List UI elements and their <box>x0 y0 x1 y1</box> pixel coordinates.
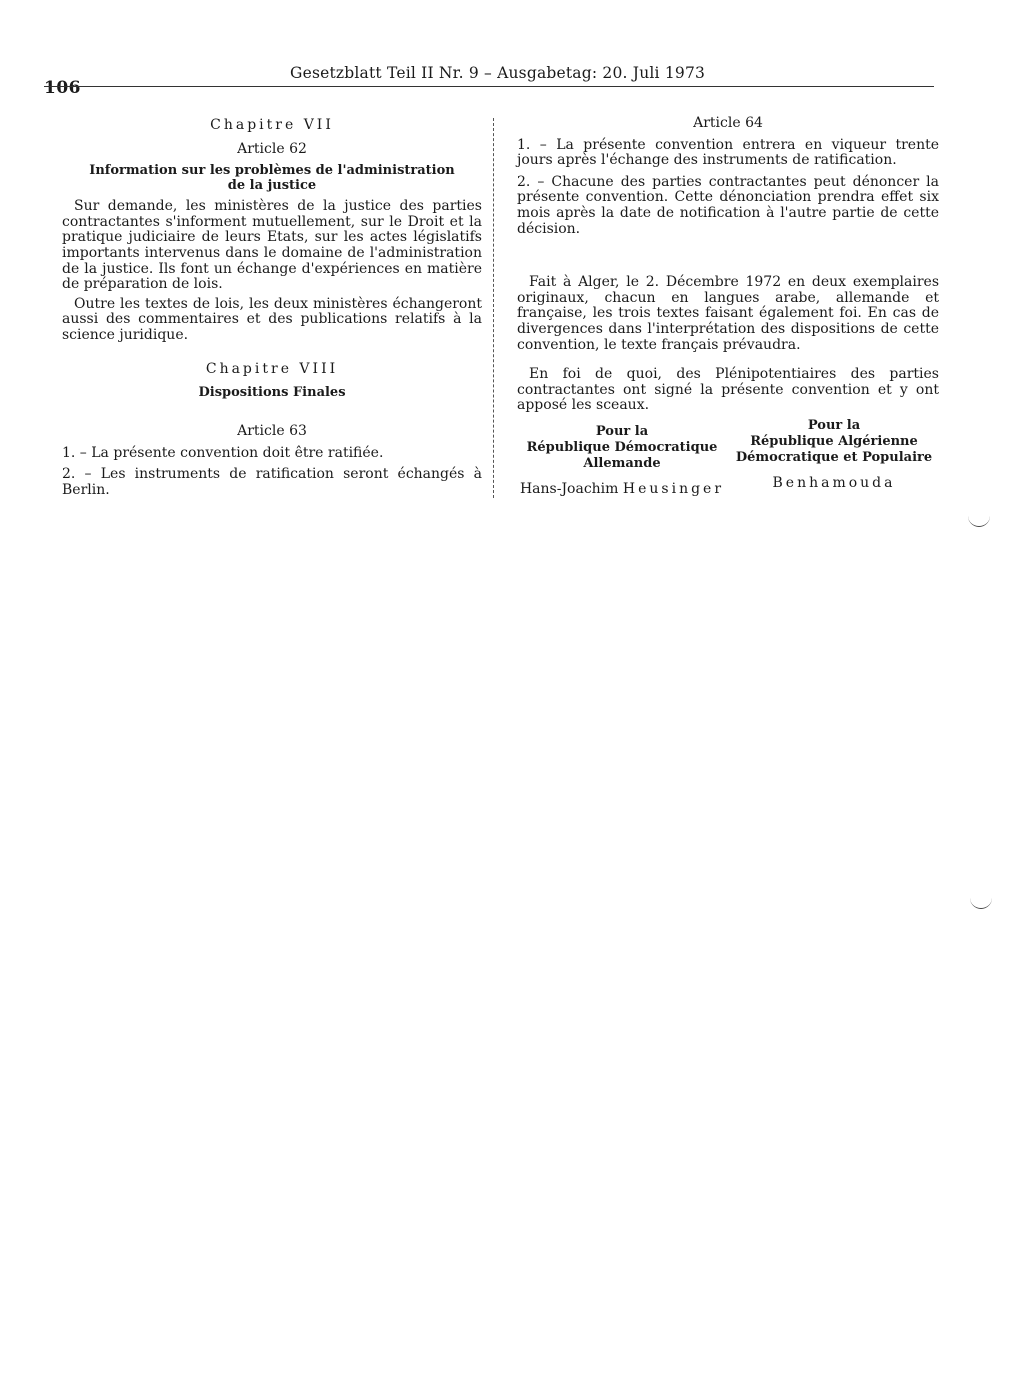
signatory-last-name: Heusinger <box>622 480 725 497</box>
scan-mark <box>970 898 992 909</box>
witness-paragraph: En foi de quoi, des Plénipotentiaires des parties contractantes ont signé la présente convention et y ont apposé les sceaux. <box>517 366 939 414</box>
article-62-paragraph: Outre les textes de lois, les deux ministères échangeront aussi des commentaires et des publications relatifs à la science juridique. <box>62 295 482 343</box>
running-head: Gesetzblatt Teil II Nr. 9 – Ausgabetag: 20. Juli 1973 <box>290 64 706 82</box>
header-rule <box>44 86 934 87</box>
signature-heading <box>517 424 727 472</box>
article-63-item: 2. – Les instruments de ratification seront échangés à Berlin. <box>62 466 482 498</box>
page-number: 106 <box>44 78 81 98</box>
chapter-8-heading: Chapitre VIII <box>205 360 339 377</box>
scan-mark <box>968 516 990 527</box>
article-62-title <box>62 163 482 193</box>
signatory-last-name: Benhamouda <box>772 474 896 491</box>
signatory-name <box>517 482 727 498</box>
article-63-item: 1. – La présente convention doit être ratifiée. <box>62 444 384 461</box>
closing-paragraph: Fait à Alger, le 2. Décembre 1972 en deux exemplaires originaux, chacun en langues arabe, allemande et française, les trois textes faisant également foi. En cas de divergences dans l'interprétation des dispositions de cette convention, le texte français prévaudra. <box>517 274 939 353</box>
article-64-item: 1. – La présente convention entrera en viqueur trente jours après l'échange des instruments de ratification. <box>517 136 939 169</box>
signature-heading-line: Démocratique et Populaire <box>735 449 933 465</box>
signature-heading-line: Pour la <box>595 423 649 439</box>
signature-heading-line: République Démocratique <box>526 439 718 455</box>
article-64-item: 2. – Chacune des parties contractantes peut dénoncer la présente convention. Cette dénonciation prendra effet six mois après la date de notification à l'autre partie de cette décision. <box>517 173 939 237</box>
article-64-heading: Article 64 <box>693 115 763 131</box>
signature-algeria <box>729 418 939 498</box>
signature-heading-line: Allemande <box>583 455 661 471</box>
signatory-first-name: Hans-Joachim <box>519 480 619 497</box>
article-62-title-line: Information sur les problèmes de l'administration <box>89 163 455 179</box>
article-63-heading: Article 63 <box>237 423 307 440</box>
article-62-paragraph: Sur demande, les ministères de la justice des parties contractantes s'informent mutuellement, sur le Droit et la pratique judiciaire de leurs Etats, sur les actes législatifs importants intervenus dans le domaine de l'administration de la justice. Ils font un échange d'expériences en matière de préparation de lois. <box>62 198 482 293</box>
article-62-title-line: de la justice <box>227 178 317 194</box>
signature-heading-line: République Algérienne <box>750 433 918 449</box>
column-divider <box>493 118 494 498</box>
signature-gdr <box>517 424 727 498</box>
chapter-7-heading: Chapitre VII <box>210 117 334 133</box>
article-62-heading: Article 62 <box>237 140 307 157</box>
signatory-name <box>729 476 939 492</box>
signature-block <box>517 417 939 498</box>
right-column <box>517 108 939 498</box>
signature-heading-line: Pour la <box>807 417 861 433</box>
left-column <box>62 118 482 505</box>
chapter-8-title: Dispositions Finales <box>198 385 346 401</box>
signature-heading <box>729 418 939 466</box>
